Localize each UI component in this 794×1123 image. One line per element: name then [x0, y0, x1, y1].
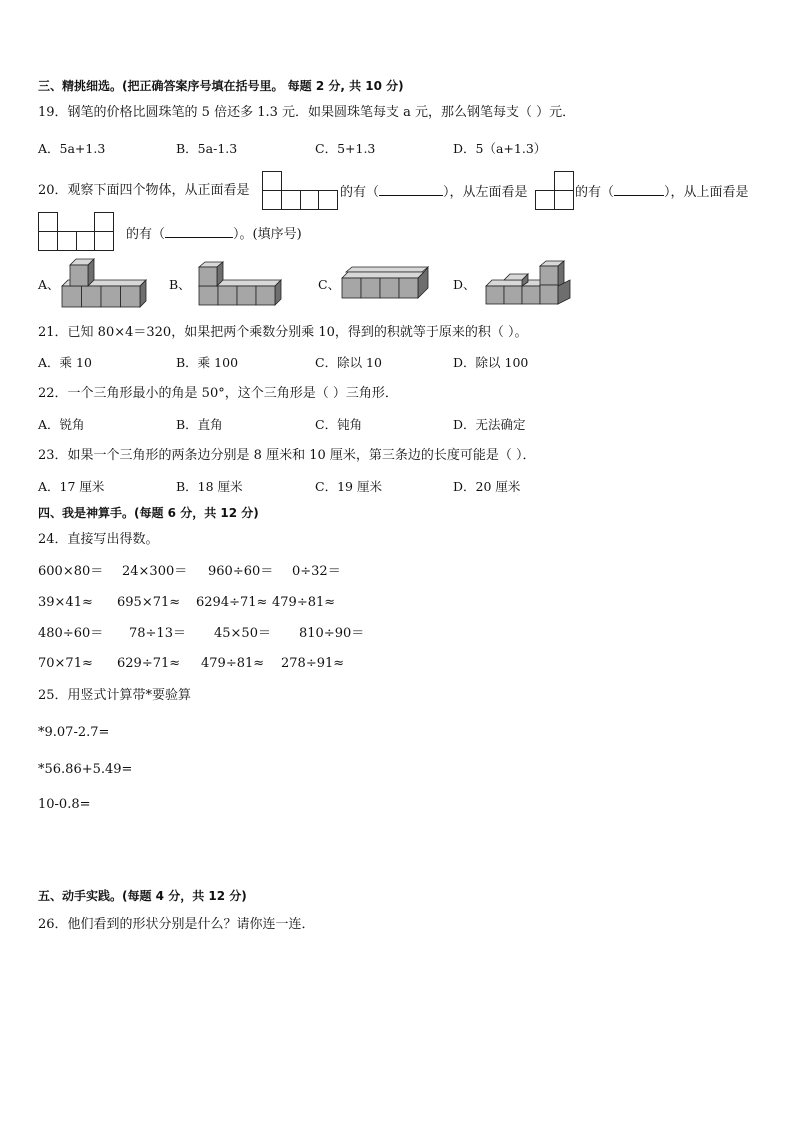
q20-object-label-a: A、 [38, 277, 60, 292]
q22-option-b: B．直角 [176, 417, 223, 432]
q25-item-2: *56.86+5.49= [38, 762, 133, 777]
question-20-text-part2 [340, 183, 528, 201]
question-23-text: 23．如果一个三角形的两条边分别是 8 厘米和 10 厘米，第三条边的长度可能是（ ）． [38, 448, 536, 463]
q24-row4-item4: 278÷91≈ [281, 656, 345, 671]
q24-row1-item1: 600×80＝ [38, 564, 104, 579]
q20-object-label-b: B、 [169, 277, 191, 292]
q20-object-d [484, 260, 572, 308]
q24-row1-item2: 24×300＝ [122, 564, 188, 579]
q23-option-b: B．18 厘米 [176, 479, 243, 494]
question-22-text: 22．一个三角形最小的角是 50°，这个三角形是（ ）三角形． [38, 386, 398, 401]
object-a-top-cube [70, 259, 94, 286]
q19-option-a: A．5a+1.3 [38, 141, 106, 156]
object-b-top-cube [199, 262, 223, 286]
q24-row3-item1: 480÷60＝ [38, 626, 104, 641]
left-view-square-top [555, 172, 574, 191]
q20-answer-blank-3[interactable] [165, 225, 233, 238]
front-view-square-3 [301, 191, 319, 210]
top-view-figure [38, 212, 114, 251]
q20-answer-prefix-3: 的有（ [126, 227, 166, 242]
q19-option-b: B．5a-1.3 [176, 141, 238, 156]
q22-option-a: A．锐角 [38, 417, 85, 432]
question-19-text: 19．钢笔的价格比圆珠笔的 5 倍还多 1.3 元．如果圆珠笔每支 a 元，那么钢笔每支（ ）元． [38, 105, 576, 120]
front-view-square-top [263, 172, 282, 191]
question-20-text-part4 [575, 183, 749, 201]
left-view-figure [535, 171, 575, 210]
question-20-text-part1: 20．观察下面四个物体，从正面看是 [38, 183, 250, 198]
section-3-heading: 三、精挑细选。(把正确答案序号填在括号里。 每题 2 分, 共 10 分) [38, 79, 404, 93]
q24-row3-item3: 45×50＝ [214, 626, 271, 641]
q24-row2-item4: 479÷81≈ [272, 595, 336, 610]
q22-option-c: C．钝角 [315, 417, 363, 432]
q24-row1-item4: 0÷32＝ [292, 564, 341, 579]
q20-object-b [197, 261, 283, 309]
q20-text-part5: ），从上面看是 [664, 185, 749, 200]
q20-text-part3: ），从左面看是 [443, 185, 528, 200]
section-5-heading: 五、动手实践。(每题 4 分，共 12 分) [38, 889, 247, 903]
q24-row2-item3: 6294÷71≈ [196, 595, 268, 610]
section-4-heading: 四、我是神算手。(每题 6 分，共 12 分) [38, 506, 259, 520]
q24-row4-item3: 479÷81≈ [201, 656, 265, 671]
front-view-square-4 [319, 191, 338, 210]
q23-option-a: A．17 厘米 [38, 479, 105, 494]
q21-option-c: C．除以 10 [315, 355, 382, 370]
q20-object-label-c: C、 [318, 277, 341, 292]
q25-item-1: *9.07-2.7= [38, 725, 110, 740]
q24-row2-item2: 695×71≈ [117, 595, 181, 610]
q19-option-c: C．5+1.3 [315, 141, 376, 156]
question-25-text: 25．用竖式计算带*要验算 [38, 688, 192, 703]
question-21-text: 21．已知 80×4＝320，如果把两个乘数分别乘 10，得到的积就等于原来的积（ ）。 [38, 325, 528, 340]
question-24-text: 24．直接写出得数。 [38, 532, 159, 547]
q24-row4-item2: 629÷71≈ [117, 656, 181, 671]
object-d-cube-row [486, 280, 546, 304]
object-c-front-row [342, 267, 428, 298]
q24-row3-item2: 78÷13＝ [129, 626, 186, 641]
front-view-figure [262, 171, 338, 210]
top-view-square-4 [95, 232, 114, 251]
top-view-square-3 [77, 232, 95, 251]
left-view-square-1 [536, 191, 555, 210]
q20-answer-prefix-1: 的有（ [340, 185, 380, 200]
q24-row1-item3: 960÷60＝ [208, 564, 274, 579]
top-view-square-1 [39, 232, 58, 251]
top-view-square-left [39, 213, 58, 232]
q20-object-label-d: D、 [453, 277, 476, 292]
q20-answer-prefix-2: 的有（ [575, 185, 615, 200]
q20-answer-blank-2[interactable] [614, 183, 664, 196]
front-view-square-2 [282, 191, 301, 210]
q20-object-c [340, 266, 428, 300]
q22-option-d: D．无法确定 [453, 417, 526, 432]
q20-answer-blank-1[interactable] [379, 183, 443, 196]
left-view-square-2 [555, 191, 574, 210]
q19-option-d: D．5（a+1.3） [453, 141, 547, 156]
q20-text-part7: ）。(填序号) [233, 227, 302, 242]
q24-row2-item1: 39×41≈ [38, 595, 93, 610]
q23-option-d: D．20 厘米 [453, 479, 521, 494]
top-view-square-right [95, 213, 114, 232]
object-c-back-row [346, 267, 428, 272]
q23-option-c: C．19 厘米 [315, 479, 382, 494]
top-view-square-2 [58, 232, 77, 251]
q25-item-3: 10-0.8= [38, 797, 91, 812]
q21-option-d: D．除以 100 [453, 355, 529, 370]
q20-object-a [60, 256, 144, 310]
front-view-square-1 [263, 191, 282, 210]
q24-row3-item4: 810÷90＝ [299, 626, 365, 641]
q21-option-b: B．乘 100 [176, 355, 239, 370]
question-20-text-part6 [126, 225, 302, 243]
q24-row4-item1: 70×71≈ [38, 656, 93, 671]
q21-option-a: A．乘 10 [38, 355, 92, 370]
question-26-text: 26．他们看到的形状分别是什么？请你连一连． [38, 917, 315, 932]
